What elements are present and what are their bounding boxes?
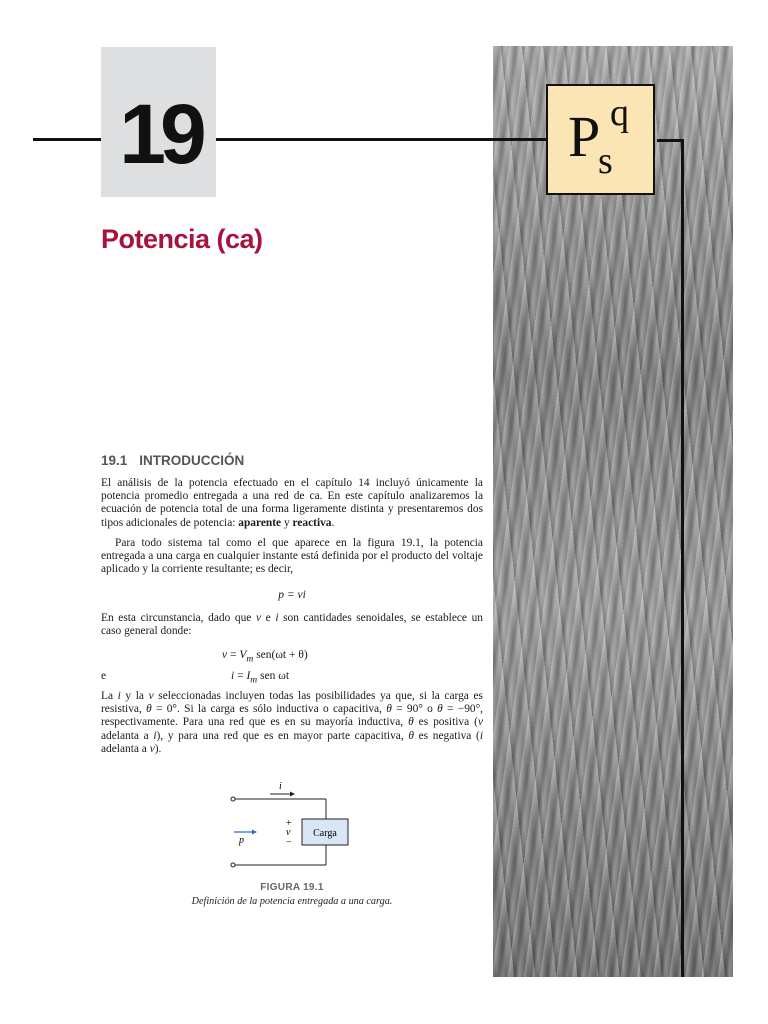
term-reactiva: reactiva bbox=[292, 516, 332, 529]
top-terminal bbox=[231, 797, 235, 801]
equation-power: p = vi bbox=[278, 589, 306, 601]
term-aparente: aparente bbox=[238, 516, 282, 529]
equation-conjunction: e bbox=[101, 670, 107, 682]
power-label: p bbox=[239, 835, 244, 846]
equation-voltage: $v = V_m$ sen(ωt + θ) bbox=[222, 649, 308, 665]
paragraph-power-definition: Para todo sistema tal como el que aparece en la figura 19.1, la potencia entregada a una carga en cualquier instante está definida por el producto del voltaje aplicado y la corriente resultante; es decir, bbox=[101, 537, 483, 576]
section-heading bbox=[101, 453, 244, 468]
plus-sign: + bbox=[286, 818, 292, 829]
circuit-figure bbox=[222, 778, 362, 874]
paragraph-intro: El análisis de la potencia efectuado en el capítulo 14 incluyó únicamente la potencia promedio entregada a una red de ca. En este capítulo analizaremos la ecuación de potencia total de una forma ligeramente distinta y presentaremos dos tipos adicionales de potencia: aparente y reactiva. bbox=[101, 477, 483, 529]
header-rule-right bbox=[657, 139, 684, 142]
logo-subscript: s bbox=[598, 140, 613, 182]
power-symbol-logo bbox=[546, 84, 655, 195]
paragraph-phase-angle: La i y la v seleccionadas incluyen todas las posibilidades ya que, si la carga es resistiva, θ = 0°. Si la carga es sólo inductiva o capacitiva, θ = 90° o θ = −90°, respectivamente. Para una red que es en su mayoría inductiva, θ es positiva (v adelanta a i), y para una red que es en mayor parte capacitiva, θ es negativa (i adelanta a v). bbox=[101, 690, 483, 755]
section-number: 19.1 bbox=[101, 453, 128, 468]
logo-superscript: q bbox=[610, 92, 629, 134]
header-rule-middle bbox=[216, 138, 546, 141]
chapter-number: 19 bbox=[119, 87, 201, 181]
bottom-terminal bbox=[231, 863, 235, 867]
section-title: INTRODUCCIÓN bbox=[139, 453, 245, 468]
voltage-label: v bbox=[286, 827, 291, 838]
header-rule-left bbox=[33, 138, 101, 141]
figure-caption-text: Definición de la potencia entregada a una carga. bbox=[191, 896, 393, 907]
current-label: i bbox=[279, 781, 282, 792]
figure-caption-label: FIGURA 19.1 bbox=[260, 882, 324, 893]
power-arrowhead bbox=[252, 830, 257, 835]
current-arrowhead bbox=[290, 792, 295, 797]
equation-current: $i = I_m$ sen ωt bbox=[231, 670, 290, 686]
paragraph-sinusoidal: En esta circunstancia, dado que v e i son cantidades senoidales, se establece un caso general donde: bbox=[101, 612, 483, 638]
header-rule-vertical bbox=[681, 139, 684, 977]
minus-sign: − bbox=[286, 837, 292, 848]
load-label: Carga bbox=[313, 828, 337, 839]
logo-base: P bbox=[568, 104, 601, 169]
chapter-title: Potencia (ca) bbox=[101, 224, 263, 254]
